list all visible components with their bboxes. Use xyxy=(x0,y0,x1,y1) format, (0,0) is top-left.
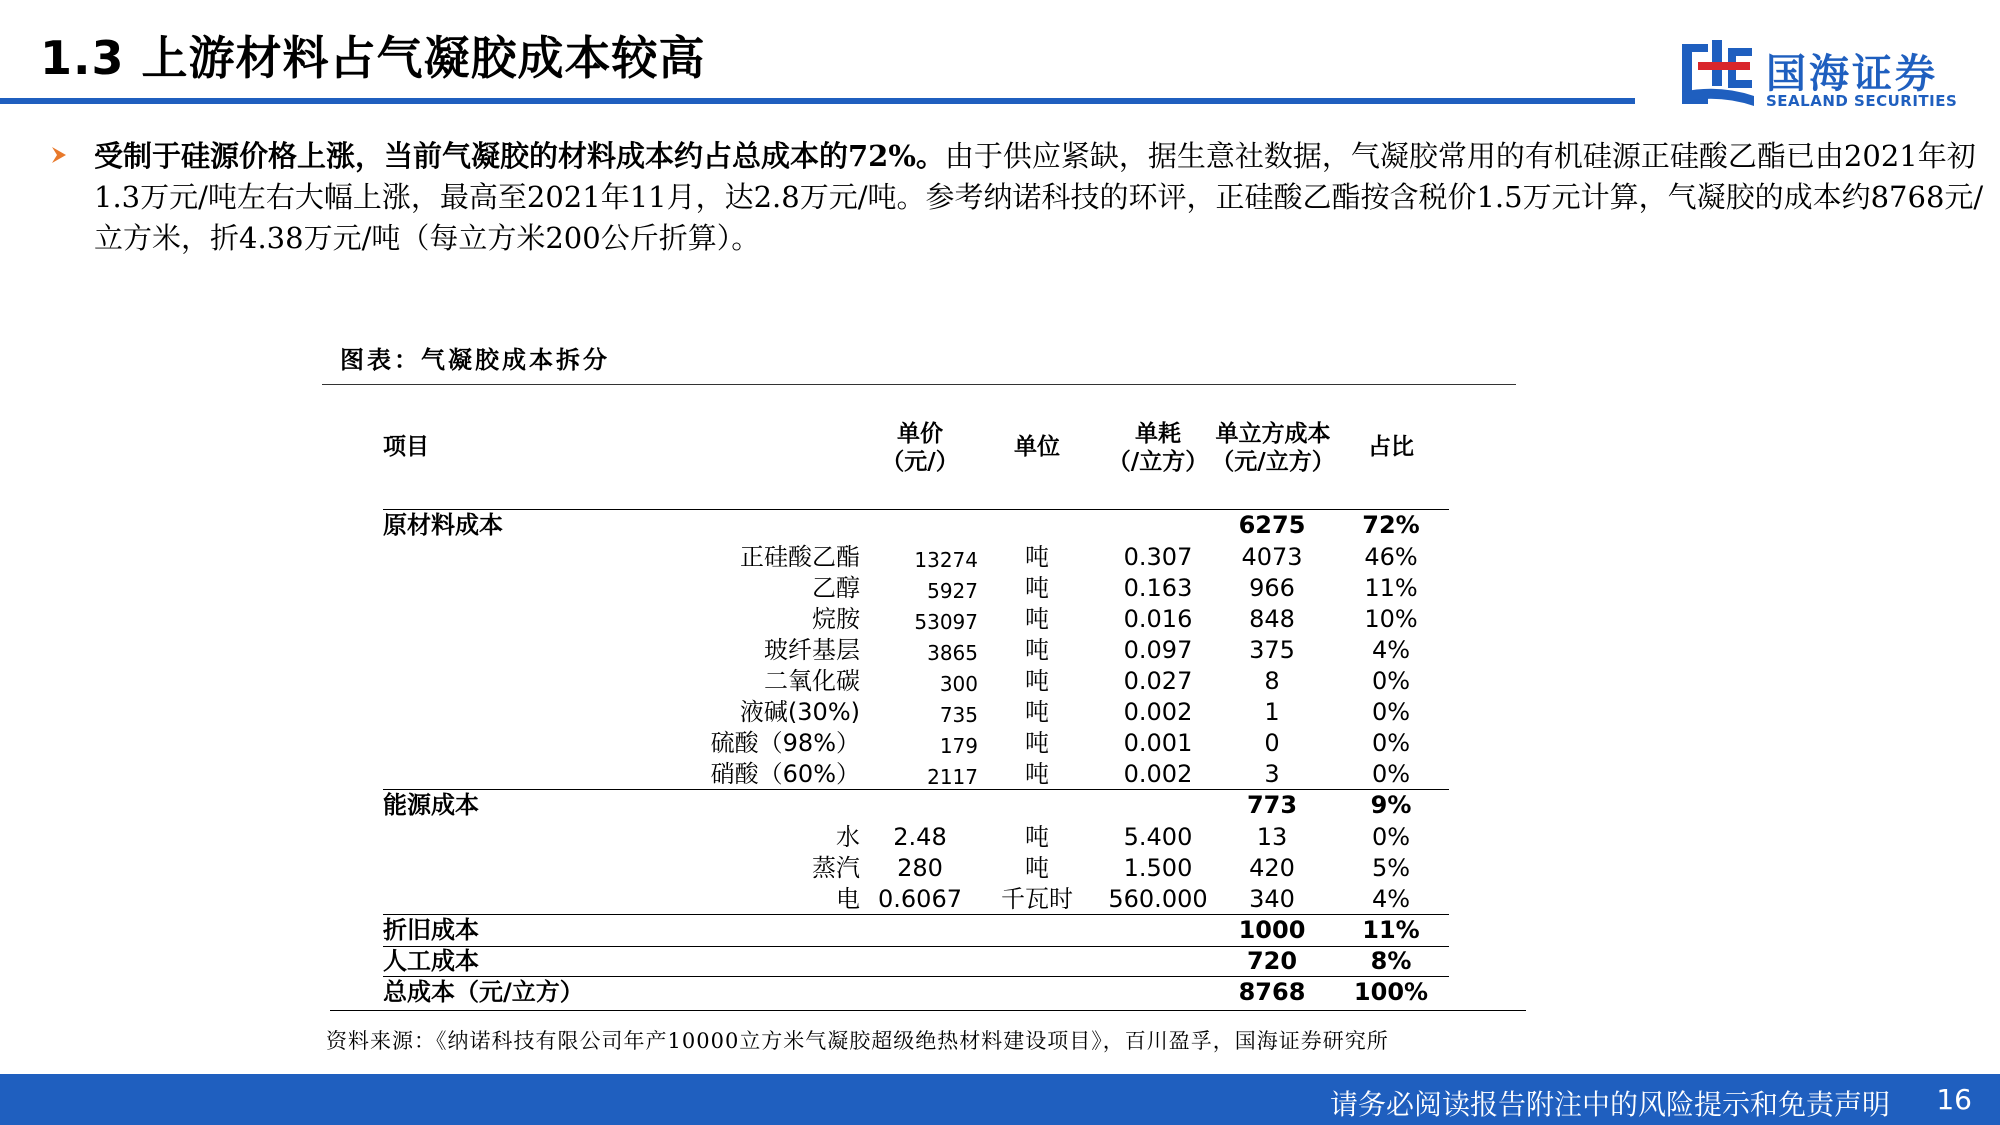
labor-divider xyxy=(383,976,1449,977)
item-price: 300 xyxy=(939,672,978,696)
header-item: 项目 xyxy=(383,434,429,460)
item-unit: 吨 xyxy=(1025,543,1049,571)
item-cost: 966 xyxy=(1249,574,1295,602)
item-consumption: 0.027 xyxy=(1123,667,1193,695)
item-consumption: 0.001 xyxy=(1123,729,1193,757)
item-price: 3865 xyxy=(927,641,978,665)
page-title: 1.3 上游材料占气凝胶成本较高 xyxy=(40,31,706,85)
item-cost: 420 xyxy=(1249,854,1295,882)
header-consumption: 单耗 （/立方） xyxy=(1107,421,1209,475)
item-consumption: 1.500 xyxy=(1123,854,1193,882)
item-share: 10% xyxy=(1364,605,1418,633)
item-unit: 吨 xyxy=(1025,729,1049,757)
item-price: 5927 xyxy=(927,579,978,603)
item-price: 179 xyxy=(939,734,978,758)
item-share: 0% xyxy=(1371,667,1411,695)
item-price: 280 xyxy=(897,854,943,882)
item-cost: 1 xyxy=(1264,698,1280,726)
labor-cost: 720 xyxy=(1246,947,1298,975)
item-share: 0% xyxy=(1371,729,1411,757)
raw-divider xyxy=(383,789,1449,790)
item-name: 烷胺 xyxy=(812,605,860,633)
item-name: 玻纤基层 xyxy=(764,636,860,664)
header-share: 占比 xyxy=(1368,434,1414,460)
footer-bar xyxy=(0,1074,2000,1125)
item-cost: 375 xyxy=(1249,636,1295,664)
energy-label: 能源成本 xyxy=(383,791,479,819)
item-unit: 吨 xyxy=(1025,760,1049,788)
summary-bold: 受制于硅源价格上涨，当前气凝胶的材料成本约占总成本的72%。 xyxy=(94,139,945,173)
item-name: 硫酸（98%） xyxy=(710,729,860,757)
item-share: 0% xyxy=(1371,760,1411,788)
item-price: 0.6067 xyxy=(878,885,962,913)
depreciation-share: 11% xyxy=(1362,916,1420,944)
energy-cost: 773 xyxy=(1246,791,1298,819)
item-cost: 3 xyxy=(1264,760,1280,788)
footer-disclaimer: 请务必阅读报告附注中的风险提示和免责声明 xyxy=(1329,1088,1890,1121)
item-name: 电 xyxy=(836,885,860,913)
raw-material-cost: 6275 xyxy=(1238,511,1306,539)
item-cost: 13 xyxy=(1256,823,1288,851)
item-cost: 8 xyxy=(1264,667,1280,695)
item-unit: 吨 xyxy=(1025,574,1049,602)
item-consumption: 0.002 xyxy=(1123,698,1193,726)
header-unit-cost: 单立方成本 （元/立方） xyxy=(1211,421,1335,475)
header-unit: 单位 xyxy=(1014,434,1060,460)
summary-text: 由于供应紧缺，据生意社数据，气凝胶常用的有机硅源正硅酸乙酯已由2021年初1.3万元/吨左右大幅上涨，最高至2021年11月，达2.8万元/吨。参考纳诺科技的环评，正硅酸乙酯按含税价1.5万元计算，气凝胶的成本约8768元/立方米，折4.38万元/吨（每立方米200公斤折算）。 xyxy=(94,139,1984,255)
item-cost: 4073 xyxy=(1241,543,1303,571)
header-price: 单价 （元/） xyxy=(881,421,959,475)
logo-chinese-name: 国海证券 xyxy=(1766,51,1938,97)
item-unit: 吨 xyxy=(1025,823,1049,851)
item-cost: 848 xyxy=(1249,605,1295,633)
energy-divider xyxy=(383,914,1449,915)
logo-english-name: SEALAND SECURITIES xyxy=(1766,92,1958,110)
item-consumption: 0.163 xyxy=(1123,574,1193,602)
item-consumption: 560.000 xyxy=(1108,885,1208,913)
header-divider xyxy=(383,509,1449,510)
item-price: 13274 xyxy=(914,548,978,572)
figure-title: 图表：气凝胶成本拆分 xyxy=(340,345,610,374)
item-cost: 340 xyxy=(1249,885,1295,913)
item-consumption: 0.097 xyxy=(1123,636,1193,664)
item-price: 2117 xyxy=(927,765,978,789)
item-name: 正硅酸乙酯 xyxy=(740,543,860,571)
item-unit: 吨 xyxy=(1025,605,1049,633)
total-share: 100% xyxy=(1353,978,1429,1006)
item-share: 4% xyxy=(1371,885,1411,913)
item-unit: 吨 xyxy=(1025,698,1049,726)
labor-label: 人工成本 xyxy=(383,947,479,975)
labor-share: 8% xyxy=(1370,947,1412,975)
item-name: 水 xyxy=(836,823,860,851)
figure-source: 资料来源：《纳诺科技有限公司年产10000立方米气凝胶超级绝热材料建设项目》，百川盈孚，国海证券研究所 xyxy=(326,1029,1389,1053)
total-label: 总成本（元/立方） xyxy=(383,978,584,1006)
energy-share: 9% xyxy=(1370,791,1412,819)
item-price: 735 xyxy=(939,703,978,727)
total-cost: 8768 xyxy=(1238,978,1306,1006)
item-cost: 0 xyxy=(1264,729,1280,757)
item-name: 液碱(30%) xyxy=(739,698,860,726)
item-share: 0% xyxy=(1371,823,1411,851)
item-share: 0% xyxy=(1371,698,1411,726)
depreciation-cost: 1000 xyxy=(1238,916,1306,944)
item-price: 53097 xyxy=(914,610,978,634)
item-name: 二氧化碳 xyxy=(764,667,860,695)
item-name: 蒸汽 xyxy=(812,854,860,882)
item-unit: 千瓦时 xyxy=(1001,885,1073,913)
raw-material-share: 72% xyxy=(1362,511,1420,539)
item-price: 2.48 xyxy=(893,823,947,851)
item-consumption: 0.002 xyxy=(1123,760,1193,788)
table-bottom-line xyxy=(330,1010,1526,1011)
raw-material-label: 原材料成本 xyxy=(383,511,503,539)
item-share: 46% xyxy=(1364,543,1418,571)
item-unit: 吨 xyxy=(1025,667,1049,695)
depreciation-label: 折旧成本 xyxy=(383,916,479,944)
item-unit: 吨 xyxy=(1025,854,1049,882)
item-share: 11% xyxy=(1364,574,1418,602)
item-consumption: 5.400 xyxy=(1123,823,1193,851)
item-name: 乙醇 xyxy=(812,574,860,602)
page-number: 16 xyxy=(1936,1083,1972,1116)
item-share: 4% xyxy=(1371,636,1411,664)
item-unit: 吨 xyxy=(1025,636,1049,664)
item-consumption: 0.307 xyxy=(1123,543,1193,571)
item-consumption: 0.016 xyxy=(1123,605,1193,633)
item-share: 5% xyxy=(1371,854,1411,882)
item-name: 硝酸（60%） xyxy=(710,760,860,788)
